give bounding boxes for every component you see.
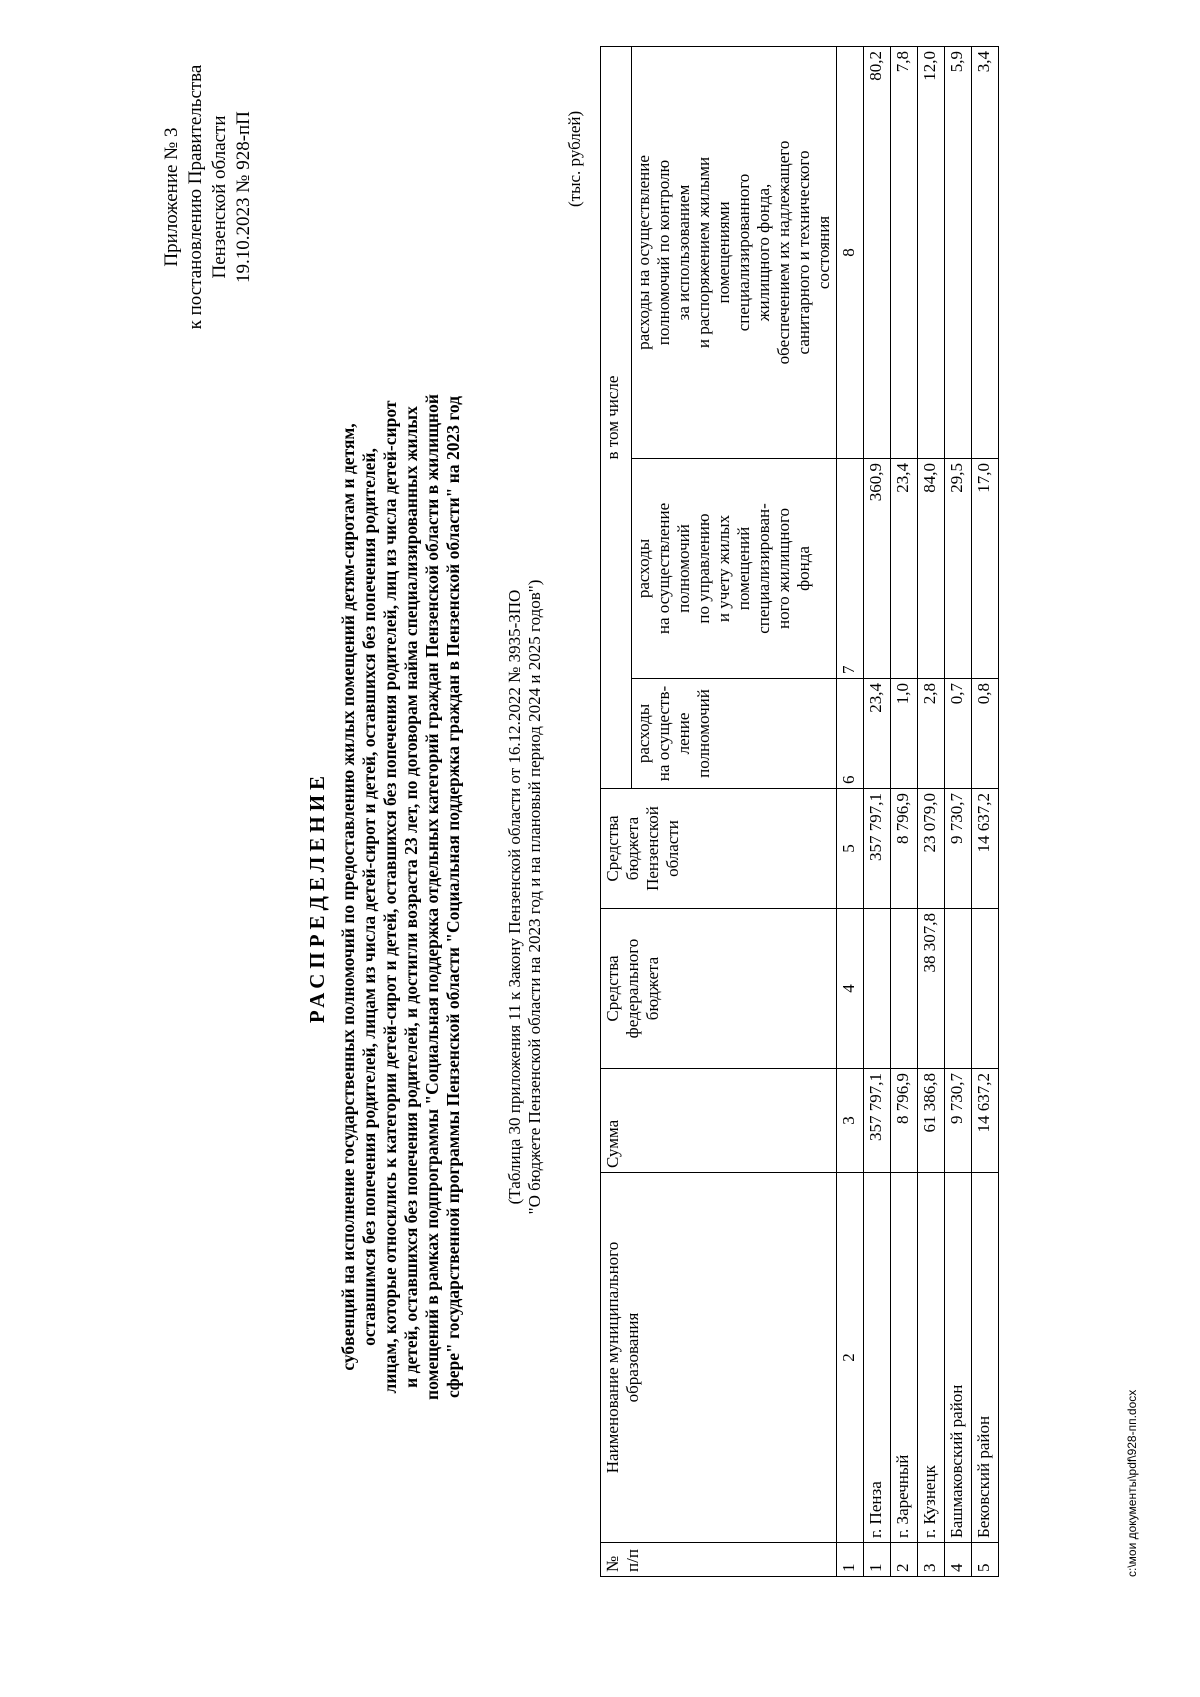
header-sum: Сумма [601, 1069, 837, 1173]
law-line: "О бюджете Пензенской области на 2023 год и на плановый период 2024 и 2025 годов") [525, 579, 544, 1215]
municipality-name: г. Пенза [864, 1173, 891, 1543]
federal-cell [972, 909, 999, 1069]
subtitle-line: сфере" государственной программы Пензенской области "Социальная поддержка граждан в Пензенской области" на 2023 год [443, 396, 463, 1398]
regional-cell: 14 637,2 [972, 789, 999, 909]
table-header-row [601, 46, 632, 1576]
municipality-name: Башмаковский район [945, 1173, 972, 1543]
regional-cell: 357 797,1 [864, 789, 891, 909]
appendix-line: Пензенской области [209, 115, 230, 279]
header-federal-budget: Средства федерального бюджета [601, 909, 837, 1069]
subtitle-line: и детей, оставшихся без попечения родителей, и достигли возраста 23 лет, по договорам найма специализированных жилых [401, 406, 421, 1388]
column-number: 8 [837, 46, 864, 458]
municipality-name: г. Заречный [891, 1173, 918, 1543]
column-number-row [837, 46, 864, 1576]
appendix-line: к постановлению Правительства [185, 64, 206, 330]
appendix-block [160, 27, 256, 367]
appendix-line: 19.10.2023 № 928-пП [233, 111, 254, 283]
col7-cell: 17,0 [972, 459, 999, 679]
regional-cell: 8 796,9 [891, 789, 918, 909]
column-number: 5 [837, 789, 864, 909]
law-reference [505, 217, 545, 1577]
header-col6: расходы на осуществ- ление полномочий [632, 679, 837, 789]
col6-cell: 0,7 [945, 679, 972, 789]
subtitle-line: лицам, которые относились к категории детей-сирот и детей, оставшихся без попечения родителей, лиц из числа детей-сирот [380, 400, 400, 1394]
units-label: (тыс. рублей) [565, 110, 584, 207]
federal-cell [864, 909, 891, 1069]
appendix-line: Приложение № 3 [161, 127, 182, 267]
col8-cell: 7,8 [891, 46, 918, 458]
col6-cell: 23,4 [864, 679, 891, 789]
col8-cell: 3,4 [972, 46, 999, 458]
file-path-footer: c:\мои документы\pdf\928-пп.docx [1125, 1389, 1139, 1577]
column-number: 2 [837, 1173, 864, 1543]
column-number: 3 [837, 1069, 864, 1173]
column-number: 1 [837, 1543, 864, 1577]
row-number: 2 [891, 1543, 918, 1577]
regional-cell: 23 079,0 [918, 789, 945, 909]
column-number: 4 [837, 909, 864, 1069]
row-number: 3 [918, 1543, 945, 1577]
col7-cell: 29,5 [945, 459, 972, 679]
sum-cell: 14 637,2 [972, 1069, 999, 1173]
header-regional-budget: Средства бюджета Пензенской области [601, 789, 837, 909]
subtitle-line: субвенций на исполнение государственных полномочий по предоставлению жилых помещений детям-сиротам и детям, [338, 423, 358, 1371]
col6-cell: 2,8 [918, 679, 945, 789]
col8-cell: 12,0 [918, 46, 945, 458]
federal-cell [945, 909, 972, 1069]
subtitle-line: помещений в рамках подпрограммы "Социальная поддержка отдельных категорий граждан Пензенской области в жилищной [422, 394, 442, 1400]
header-municipality: Наименование муниципального образования [601, 1173, 837, 1543]
municipality-name: Бековский район [972, 1173, 999, 1543]
regional-cell: 9 730,7 [945, 789, 972, 909]
header-including: в том числе [601, 46, 632, 788]
federal-cell: 38 307,8 [918, 909, 945, 1069]
federal-cell [891, 909, 918, 1069]
col7-cell: 23,4 [891, 459, 918, 679]
sum-cell: 8 796,9 [891, 1069, 918, 1173]
col8-cell: 80,2 [864, 46, 891, 458]
table-row [972, 46, 999, 1576]
row-number: 4 [945, 1543, 972, 1577]
table-row [918, 46, 945, 1576]
col8-cell: 5,9 [945, 46, 972, 458]
row-number: 1 [864, 1543, 891, 1577]
col6-cell: 0,8 [972, 679, 999, 789]
header-col8: расходы на осуществление полномочий по контролю за использованием и распоряжением жилыми помещениями специализированного жилищного фонда, обеспечением их надлежащего санитарного и технического состояния [632, 46, 837, 458]
col6-cell: 1,0 [891, 679, 918, 789]
distribution-table [600, 46, 999, 1577]
document-title: РАСПРЕДЕЛЕНИЕ [305, 770, 329, 1024]
sum-cell: 357 797,1 [864, 1069, 891, 1173]
header-col7: расходы на осуществление полномочий по управлению и учету жилых помещений специализирован- ного жилищного фонда [632, 459, 837, 679]
sum-cell: 61 386,8 [918, 1069, 945, 1173]
row-number: 5 [972, 1543, 999, 1577]
col7-cell: 84,0 [918, 459, 945, 679]
sum-cell: 9 730,7 [945, 1069, 972, 1173]
municipality-name: г. Кузнецк [918, 1173, 945, 1543]
column-number: 6 [837, 679, 864, 789]
document-subtitle [338, 217, 464, 1577]
table-row [864, 46, 891, 1576]
law-line: (Таблица 30 приложения 11 к Закону Пензенской области от 16.12.2022 № 3935-ЗПО [505, 589, 524, 1205]
col7-cell: 360,9 [864, 459, 891, 679]
table-row [945, 46, 972, 1576]
header-number: № п/п [601, 1543, 837, 1577]
subtitle-line: оставшимся без попечения родителей, лицам из числа детей-сирот и детей, оставшихся без попечения родителей, [359, 448, 379, 1346]
column-number: 7 [837, 459, 864, 679]
table-row [891, 46, 918, 1576]
